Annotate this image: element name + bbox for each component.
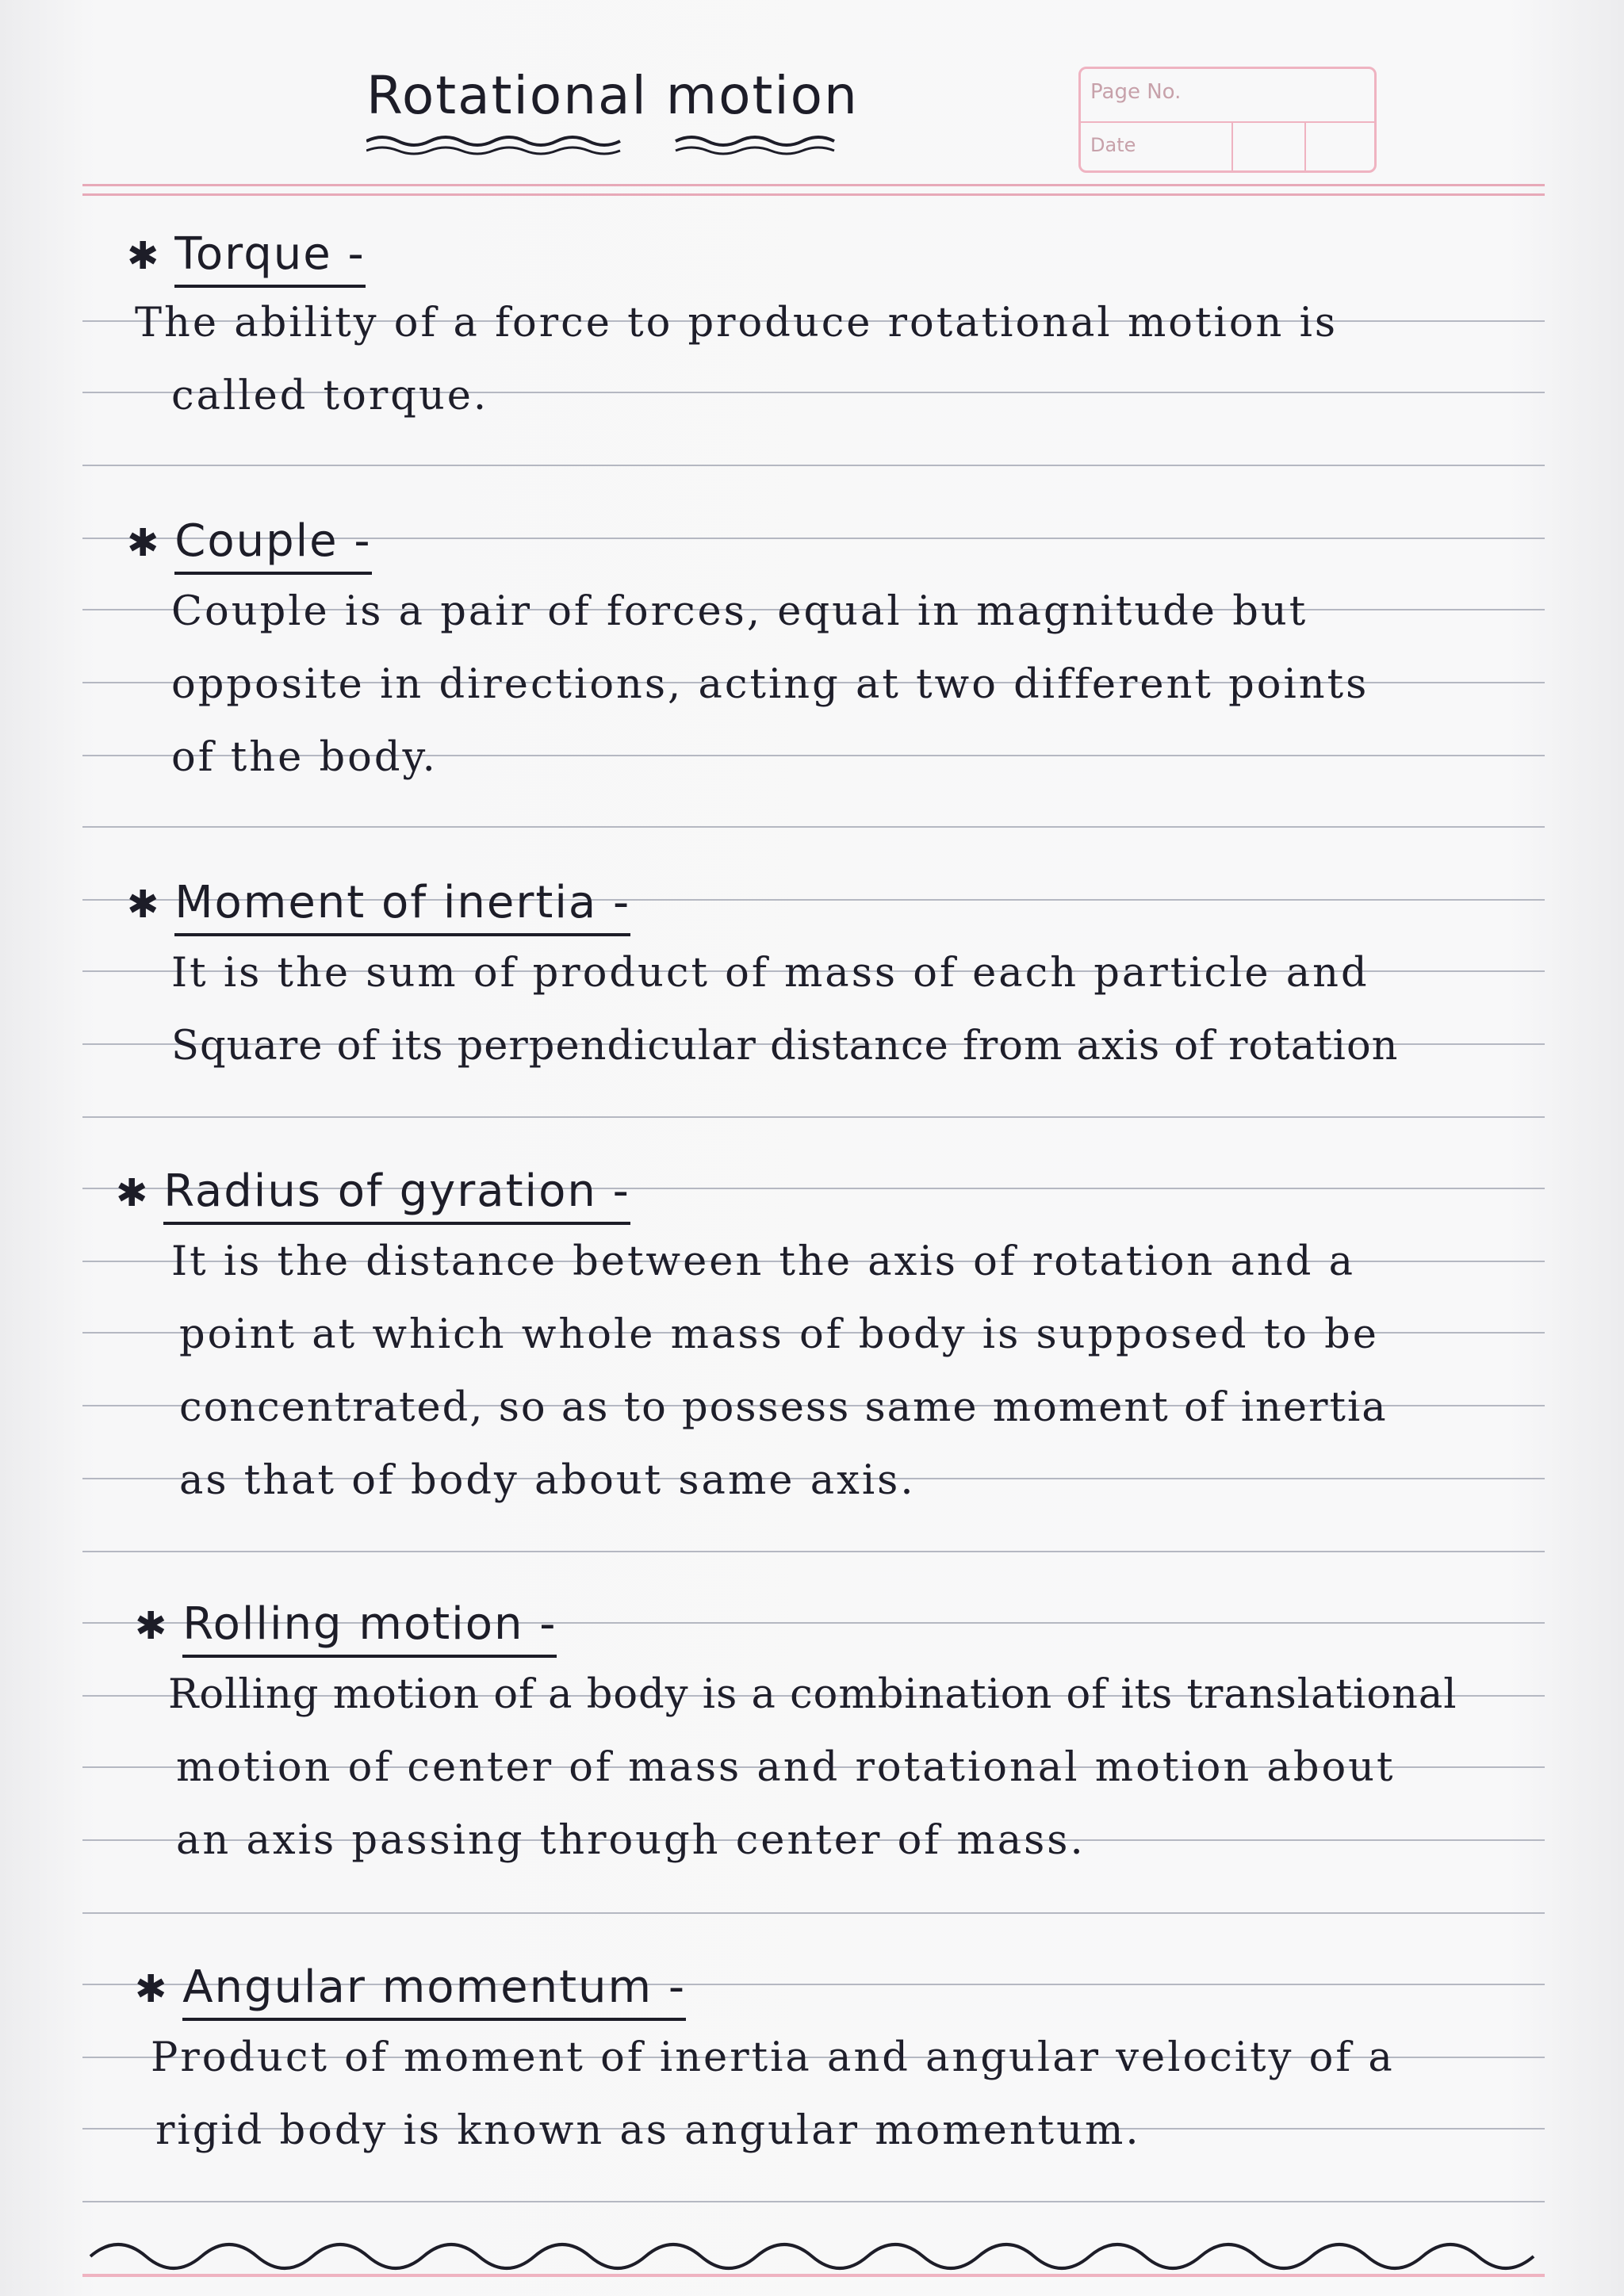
section-heading-radius-of-gyration: ✱ Radius of gyration - <box>116 1165 630 1217</box>
date-box-divider <box>1081 121 1374 123</box>
couple-line-1: Couple is a pair of forces, equal in magnitude but <box>171 588 1308 635</box>
date-box <box>1078 67 1377 173</box>
page-title: Rotational motion <box>366 65 859 126</box>
bullet-star: ✱ <box>127 521 161 565</box>
inertia-line-2: Square of its perpendicular distance from axis of rotation <box>171 1023 1399 1070</box>
section-heading-rolling-motion: ✱ Rolling motion - <box>135 1598 557 1650</box>
section-heading-torque: ✱ Torque - <box>127 228 366 280</box>
rolling-line-2: motion of center of mass and rotational motion about <box>176 1744 1396 1791</box>
header-margin-line-2 <box>82 193 1545 196</box>
bullet-star: ✱ <box>127 234 161 278</box>
section-heading-angular-momentum: ✱ Angular momentum - <box>135 1961 686 2013</box>
angular-momentum-line-1: Product of moment of inertia and angular velocity of a <box>151 2034 1395 2081</box>
angular-momentum-line-2: rigid body is known as angular momentum. <box>155 2107 1141 2154</box>
bullet-star: ✱ <box>135 1967 169 2011</box>
title-underline-wave <box>366 127 874 159</box>
couple-line-3: of the body. <box>171 734 438 781</box>
gyration-line-1: It is the distance between the axis of rotation and a <box>171 1238 1355 1285</box>
gyration-line-3: concentrated, so as to possess same moment of inertia <box>179 1384 1388 1431</box>
date-box-cell-divider <box>1231 121 1233 170</box>
date-label: Date <box>1090 134 1136 156</box>
ruled-line <box>82 826 1545 828</box>
torque-line-2: called torque. <box>171 373 489 419</box>
page-no-label: Page No. <box>1090 80 1182 104</box>
couple-line-2: opposite in directions, acting at two different points <box>171 661 1369 708</box>
date-box-cell-divider <box>1304 121 1306 170</box>
footer-margin-line <box>82 2274 1545 2277</box>
ruled-line <box>82 2201 1545 2202</box>
gyration-line-4: as that of body about same axis. <box>179 1457 916 1504</box>
torque-line-1: The ability of a force to produce rotational motion is <box>135 300 1339 346</box>
bullet-star: ✱ <box>116 1171 150 1215</box>
ruled-line <box>82 1912 1545 1914</box>
bottom-decorative-wave <box>82 2225 1545 2272</box>
bullet-star: ✱ <box>127 882 161 927</box>
rolling-line-3: an axis passing through center of mass. <box>176 1817 1086 1864</box>
ruled-line <box>82 465 1545 466</box>
header-margin-line <box>82 184 1545 186</box>
rolling-line-1: Rolling motion of a body is a combination of its translational <box>168 1671 1457 1718</box>
gyration-line-2: point at which whole mass of body is supposed to be <box>179 1311 1379 1358</box>
bullet-star: ✱ <box>135 1604 169 1648</box>
ruled-line <box>82 1551 1545 1552</box>
ruled-line <box>82 1116 1545 1118</box>
inertia-line-1: It is the sum of product of mass of each particle and <box>171 950 1369 997</box>
section-heading-couple: ✱ Couple - <box>127 515 372 567</box>
section-heading-moment-of-inertia: ✱ Moment of inertia - <box>127 877 630 928</box>
